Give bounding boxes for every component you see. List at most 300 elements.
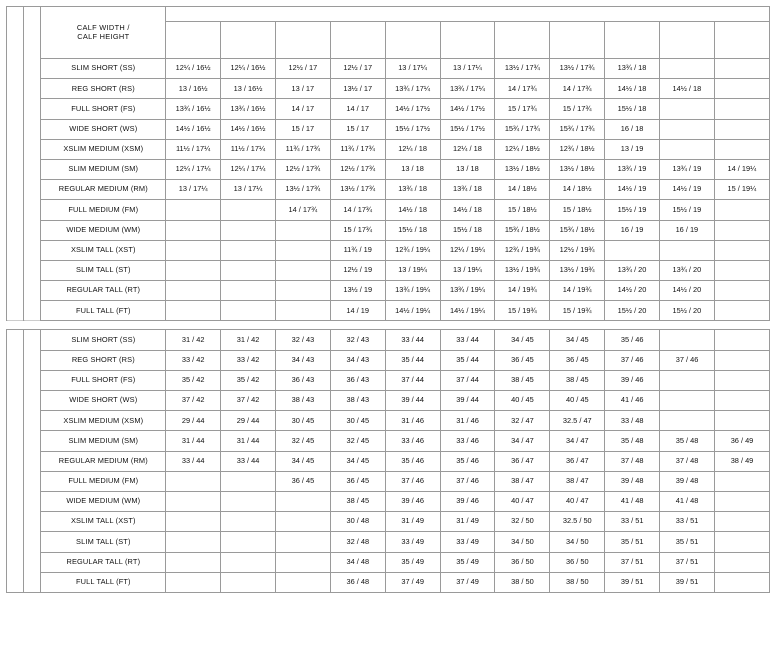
cm-cell-r2-c5: 35 / 44 xyxy=(385,350,440,370)
cm-cell-r7-c10: 37 / 48 xyxy=(660,451,715,471)
cm-cell-r6-c10: 35 / 48 xyxy=(660,431,715,451)
foot-size-header: FOOT SIZE xyxy=(166,7,770,22)
cell-r11-c8: 13½ / 19¾ xyxy=(550,260,605,280)
cell-r9-c1 xyxy=(166,220,221,240)
cell-r3-c3: 14 / 17 xyxy=(275,99,330,119)
cm-cell-r1-c7: 34 / 45 xyxy=(495,330,550,350)
size-uk: UK 6 xyxy=(514,34,531,44)
cm-cell-r12-c11 xyxy=(714,552,769,572)
cell-r7-c3: 13½ / 17¾ xyxy=(275,180,330,200)
cm-cell-r8-c8: 38 / 47 xyxy=(550,471,605,491)
table-row xyxy=(7,180,770,200)
cm-cell-r4-c2: 37 / 42 xyxy=(221,391,276,411)
cm-cell-r5-c11 xyxy=(714,411,769,431)
cm-cell-r2-c1: 33 / 42 xyxy=(166,350,221,370)
cm-cell-r6-c8: 34 / 47 xyxy=(550,431,605,451)
cm-cell-r4-c7: 40 / 45 xyxy=(495,391,550,411)
table-row xyxy=(7,220,770,240)
cell-r11-c3 xyxy=(275,260,330,280)
cm-cell-r3-c9: 39 / 46 xyxy=(605,370,660,390)
cell-r6-c3: 12½ / 17¾ xyxy=(275,159,330,179)
size-us: US 6 xyxy=(239,26,257,36)
cell-r9-c6: 15½ / 18 xyxy=(440,220,495,240)
cm-cell-r11-c7: 34 / 50 xyxy=(495,532,550,552)
cm-cell-r11-c9: 35 / 51 xyxy=(605,532,660,552)
cm-cell-r5-c6: 31 / 46 xyxy=(440,411,495,431)
cell-r13-c1 xyxy=(166,301,221,321)
cm-cell-r8-c6: 37 / 46 xyxy=(440,471,495,491)
row-label: REGULAR MEDIUM (RM) xyxy=(41,451,166,471)
size-uk: UK 5.5 xyxy=(456,34,479,44)
cell-r5-c2: 11½ / 17¼ xyxy=(221,139,276,159)
cm-cell-r1-c8: 34 / 45 xyxy=(550,330,605,350)
cm-cell-r8-c3: 36 / 45 xyxy=(275,471,330,491)
cm-cell-r9-c3 xyxy=(275,491,330,511)
cm-cell-r9-c5: 39 / 46 xyxy=(385,491,440,511)
size-uk: UK 7.5 xyxy=(675,34,699,44)
cell-r1-c5: 13 / 17¼ xyxy=(385,59,440,79)
cell-r6-c5: 13 / 18 xyxy=(385,159,440,179)
cell-r5-c7: 12¼ / 18½ xyxy=(495,139,550,159)
cell-r6-c11: 14 / 19¼ xyxy=(714,159,769,179)
cell-r1-c7: 13½ / 17¾ xyxy=(495,59,550,79)
cm-cell-r12-c4: 34 / 48 xyxy=(330,552,385,572)
cm-cell-r10-c6: 31 / 49 xyxy=(440,512,495,532)
table-row xyxy=(7,159,770,179)
cm-cell-r2-c4: 34 / 43 xyxy=(330,350,385,370)
cell-r5-c10 xyxy=(659,139,714,159)
cell-r3-c4: 14 / 17 xyxy=(330,99,385,119)
table-row xyxy=(7,350,770,370)
cell-r6-c1: 12¼ / 17¼ xyxy=(166,159,221,179)
size-uk: UK 7 xyxy=(623,34,641,44)
leg-size-label-inches: LEG SIZE xyxy=(7,7,24,321)
cell-r9-c5: 15½ / 18 xyxy=(385,220,440,240)
cell-r8-c7: 15 / 18½ xyxy=(495,200,550,220)
table-row xyxy=(7,330,770,350)
size-us: US 10 xyxy=(676,26,698,36)
size-uk: UK 8.5 xyxy=(730,34,754,44)
size-uk: UK 4.5 xyxy=(346,34,370,44)
cm-cell-r9-c6: 39 / 46 xyxy=(440,491,495,511)
cell-r10-c3 xyxy=(275,240,330,260)
cm-cell-r13-c10: 39 / 51 xyxy=(660,572,715,592)
cm-cell-r6-c2: 31 / 44 xyxy=(221,431,276,451)
calf-header-line1: CALF WIDTH / xyxy=(76,22,130,32)
size-euro: EURO 41.5 xyxy=(667,43,706,53)
cell-r2-c5: 13¾ / 17¼ xyxy=(385,79,440,99)
cell-r12-c10: 14½ / 20 xyxy=(659,281,714,301)
size-uk: UK 3 xyxy=(184,34,202,44)
cell-r9-c10: 16 / 19 xyxy=(659,220,714,240)
size-euro: EURO 38.5 xyxy=(448,43,487,53)
cm-cell-r12-c6: 35 / 49 xyxy=(440,552,495,572)
row-label: FULL TALL (FT) xyxy=(41,572,166,592)
cell-r13-c11 xyxy=(714,301,769,321)
cell-r1-c10 xyxy=(659,59,714,79)
cm-cell-r13-c2 xyxy=(221,572,276,592)
cm-cell-r3-c8: 38 / 45 xyxy=(550,370,605,390)
size-us: US 5.5 xyxy=(181,26,205,36)
row-label: XSLIM TALL (XST) xyxy=(41,512,166,532)
size-euro: EURO 37.5 xyxy=(338,43,377,53)
cm-cell-r8-c4: 36 / 45 xyxy=(330,471,385,491)
cell-r8-c2 xyxy=(221,200,276,220)
size-column-header-7 xyxy=(495,22,550,59)
cell-r3-c2: 13¾ / 16½ xyxy=(221,99,276,119)
cell-r6-c8: 13½ / 18½ xyxy=(550,159,605,179)
table-row xyxy=(7,301,770,321)
cm-cell-r2-c10: 37 / 46 xyxy=(660,350,715,370)
cm-cell-r3-c1: 35 / 42 xyxy=(166,370,221,390)
cm-cell-r3-c6: 37 / 44 xyxy=(440,370,495,390)
calf-header-line2: CALF HEIGHT xyxy=(77,31,130,41)
cell-r12-c4: 13½ / 19 xyxy=(330,281,385,301)
cell-r5-c6: 12¼ / 18 xyxy=(440,139,495,159)
size-euro: EURO 38 xyxy=(396,43,429,53)
size-uk: UK 4 xyxy=(294,34,312,44)
cm-cell-r7-c7: 36 / 47 xyxy=(495,451,550,471)
cm-cell-r3-c2: 35 / 42 xyxy=(221,370,276,390)
cell-r7-c8: 14 / 18½ xyxy=(550,180,605,200)
cell-r13-c4: 14 / 19 xyxy=(330,301,385,321)
cm-cell-r1-c5: 33 / 44 xyxy=(385,330,440,350)
cell-r6-c9: 13¾ / 19 xyxy=(605,159,660,179)
cell-r4-c2: 14½ / 16½ xyxy=(221,119,276,139)
cm-cell-r12-c7: 36 / 50 xyxy=(495,552,550,572)
cell-r10-c11 xyxy=(714,240,769,260)
table-row xyxy=(7,99,770,119)
cm-cell-r11-c3 xyxy=(275,532,330,552)
row-label: REGULAR TALL (RT) xyxy=(41,552,166,572)
cell-r4-c5: 15½ / 17½ xyxy=(385,119,440,139)
cell-r5-c11 xyxy=(714,139,769,159)
cm-cell-r9-c8: 40 / 47 xyxy=(550,491,605,511)
cm-cell-r4-c9: 41 / 46 xyxy=(605,391,660,411)
row-label: SLIM SHORT (SS) xyxy=(41,59,166,79)
row-label: FULL MEDIUM (FM) xyxy=(41,471,166,491)
cell-r1-c2: 12¼ / 16½ xyxy=(221,59,276,79)
cell-r8-c3: 14 / 17¾ xyxy=(275,200,330,220)
cm-cell-r13-c6: 37 / 49 xyxy=(440,572,495,592)
cm-cell-r11-c2 xyxy=(221,532,276,552)
cell-r13-c9: 15½ / 20 xyxy=(605,301,660,321)
size-column-header-3 xyxy=(275,22,330,59)
size-column-header-8 xyxy=(550,22,605,59)
cm-cell-r8-c5: 37 / 46 xyxy=(385,471,440,491)
row-label: REGULAR MEDIUM (RM) xyxy=(41,180,166,200)
cm-cell-r4-c4: 38 / 43 xyxy=(330,391,385,411)
cm-cell-r5-c5: 31 / 46 xyxy=(385,411,440,431)
cm-cell-r6-c1: 31 / 44 xyxy=(166,431,221,451)
cell-r12-c7: 14 / 19¾ xyxy=(495,281,550,301)
cell-r6-c10: 13¾ / 19 xyxy=(659,159,714,179)
cell-r9-c3 xyxy=(275,220,330,240)
cell-r12-c6: 13¾ / 19¼ xyxy=(440,281,495,301)
cm-cell-r7-c8: 36 / 47 xyxy=(550,451,605,471)
cell-r9-c9: 16 / 19 xyxy=(605,220,660,240)
cell-r6-c4: 12½ / 17¾ xyxy=(330,159,385,179)
cm-cell-r9-c2 xyxy=(221,491,276,511)
cell-r5-c5: 12¼ / 18 xyxy=(385,139,440,159)
cell-r3-c6: 14½ / 17½ xyxy=(440,99,495,119)
cm-cell-r11-c5: 33 / 49 xyxy=(385,532,440,552)
row-label: REG SHORT (RS) xyxy=(41,350,166,370)
cm-cell-r5-c2: 29 / 44 xyxy=(221,411,276,431)
cm-cell-r7-c9: 37 / 48 xyxy=(605,451,660,471)
cell-r10-c2 xyxy=(221,240,276,260)
size-uk: UK 6.5 xyxy=(565,34,589,44)
cm-cell-r11-c10: 35 / 51 xyxy=(660,532,715,552)
cm-cell-r7-c11: 38 / 49 xyxy=(714,451,769,471)
cell-r9-c4: 15 / 17¾ xyxy=(330,220,385,240)
cm-cell-r2-c3: 34 / 43 xyxy=(275,350,330,370)
cell-r7-c9: 14½ / 19 xyxy=(605,180,660,200)
size-column-header-6 xyxy=(440,22,495,59)
cell-r10-c6: 12¼ / 19¼ xyxy=(440,240,495,260)
cell-r10-c9 xyxy=(605,240,660,260)
cm-cell-r3-c7: 38 / 45 xyxy=(495,370,550,390)
size-uk: UK 3.5 xyxy=(236,34,260,44)
cell-r2-c4: 13½ / 17 xyxy=(330,79,385,99)
cell-r13-c8: 15 / 19¾ xyxy=(550,301,605,321)
cell-r2-c1: 13 / 16½ xyxy=(166,79,221,99)
cell-r10-c1 xyxy=(166,240,221,260)
cell-r13-c10: 15½ / 20 xyxy=(659,301,714,321)
row-label: WIDE SHORT (WS) xyxy=(41,119,166,139)
cm-cell-r6-c4: 32 / 45 xyxy=(330,431,385,451)
cell-r6-c2: 12¼ / 17¼ xyxy=(221,159,276,179)
cm-cell-r13-c7: 38 / 50 xyxy=(495,572,550,592)
cm-cell-r4-c5: 39 / 44 xyxy=(385,391,440,411)
row-label: WIDE MEDIUM (WM) xyxy=(41,491,166,511)
inches-table xyxy=(6,6,770,321)
cell-r7-c11: 15 / 19¼ xyxy=(714,180,769,200)
cell-r13-c7: 15 / 19¾ xyxy=(495,301,550,321)
cell-r10-c10 xyxy=(659,240,714,260)
size-euro: EURO 41 xyxy=(616,43,648,53)
cm-cell-r12-c1 xyxy=(166,552,221,572)
size-column-header-10 xyxy=(659,22,714,59)
cell-r8-c4: 14 / 17¾ xyxy=(330,200,385,220)
cell-r11-c1 xyxy=(166,260,221,280)
cm-cell-r11-c11 xyxy=(714,532,769,552)
table-row xyxy=(7,59,770,79)
cm-cell-r12-c8: 36 / 50 xyxy=(550,552,605,572)
cm-cell-r9-c10: 41 / 48 xyxy=(660,491,715,511)
row-label: REGULAR TALL (RT) xyxy=(41,281,166,301)
cell-r12-c2 xyxy=(221,281,276,301)
cm-cell-r9-c1 xyxy=(166,491,221,511)
table-row xyxy=(7,512,770,532)
cm-cell-r3-c5: 37 / 44 xyxy=(385,370,440,390)
cm-cell-r10-c2 xyxy=(221,512,276,532)
cell-r13-c3 xyxy=(275,301,330,321)
cm-cell-r13-c9: 39 / 51 xyxy=(605,572,660,592)
cell-r1-c4: 12½ / 17 xyxy=(330,59,385,79)
cell-r11-c7: 13½ / 19¾ xyxy=(495,260,550,280)
cm-cell-r8-c10: 39 / 48 xyxy=(660,471,715,491)
cell-r9-c8: 15¾ / 18½ xyxy=(550,220,605,240)
cell-r12-c11 xyxy=(714,281,769,301)
centimetres-table xyxy=(6,329,770,592)
row-label: XSLIM MEDIUM (XSM) xyxy=(41,411,166,431)
row-label: SLIM MEDIUM (SM) xyxy=(41,159,166,179)
cell-r7-c5: 13¾ / 18 xyxy=(385,180,440,200)
measurement-units-label-cm: MEASUREMENT IN CENTIMETRES xyxy=(24,330,41,592)
cell-r4-c8: 15¾ / 17¾ xyxy=(550,119,605,139)
cell-r8-c6: 14½ / 18 xyxy=(440,200,495,220)
measurement-units-label-inches: MEASUREMENT IN INCHES xyxy=(24,7,41,321)
table-row xyxy=(7,491,770,511)
size-uk: UK 5 xyxy=(404,34,421,44)
cm-cell-r7-c1: 33 / 44 xyxy=(166,451,221,471)
cell-r12-c8: 14 / 19¾ xyxy=(550,281,605,301)
cell-r1-c6: 13 / 17¼ xyxy=(440,59,495,79)
cm-cell-r5-c10 xyxy=(660,411,715,431)
cm-cell-r11-c8: 34 / 50 xyxy=(550,532,605,552)
cell-r1-c9: 13¾ / 18 xyxy=(605,59,660,79)
cm-cell-r10-c11 xyxy=(714,512,769,532)
size-euro: EURO 36 xyxy=(177,43,209,53)
row-label: FULL MEDIUM (FM) xyxy=(41,200,166,220)
cm-cell-r4-c3: 38 / 43 xyxy=(275,391,330,411)
cell-r11-c5: 13 / 19¼ xyxy=(385,260,440,280)
row-label: WIDE SHORT (WS) xyxy=(41,391,166,411)
cm-cell-r8-c2 xyxy=(221,471,276,491)
cm-cell-r5-c8: 32.5 / 47 xyxy=(550,411,605,431)
cell-r5-c8: 12¾ / 18½ xyxy=(550,139,605,159)
cm-cell-r2-c9: 37 / 46 xyxy=(605,350,660,370)
cm-cell-r11-c4: 32 / 48 xyxy=(330,532,385,552)
cell-r11-c6: 13 / 19¼ xyxy=(440,260,495,280)
cm-cell-r6-c9: 35 / 48 xyxy=(605,431,660,451)
cm-cell-r9-c11 xyxy=(714,491,769,511)
cell-r4-c3: 15 / 17 xyxy=(275,119,330,139)
cell-r11-c2 xyxy=(221,260,276,280)
cm-cell-r1-c9: 35 / 46 xyxy=(605,330,660,350)
cell-r3-c1: 13¾ / 16½ xyxy=(166,99,221,119)
cell-r7-c4: 13½ / 17¾ xyxy=(330,180,385,200)
cm-cell-r10-c5: 31 / 49 xyxy=(385,512,440,532)
cell-r2-c2: 13 / 16½ xyxy=(221,79,276,99)
table-row xyxy=(7,119,770,139)
cell-r5-c3: 11¾ / 17¾ xyxy=(275,139,330,159)
cell-r2-c9: 14½ / 18 xyxy=(605,79,660,99)
table-row xyxy=(7,139,770,159)
cm-cell-r8-c7: 38 / 47 xyxy=(495,471,550,491)
cell-r13-c2 xyxy=(221,301,276,321)
cm-cell-r11-c1 xyxy=(166,532,221,552)
cell-r6-c6: 13 / 18 xyxy=(440,159,495,179)
table-row xyxy=(7,260,770,280)
cell-r9-c2 xyxy=(221,220,276,240)
cm-cell-r4-c11 xyxy=(714,391,769,411)
size-us: US 9 xyxy=(568,26,586,36)
cm-cell-r6-c6: 33 / 46 xyxy=(440,431,495,451)
cell-r13-c6: 14½ / 19¼ xyxy=(440,301,495,321)
size-us: US 8 xyxy=(459,26,476,36)
cell-r6-c7: 13½ / 18½ xyxy=(495,159,550,179)
row-label: SLIM TALL (ST) xyxy=(41,260,166,280)
cm-cell-r10-c1 xyxy=(166,512,221,532)
size-column-header-5 xyxy=(385,22,440,59)
cell-r12-c9: 14½ / 20 xyxy=(605,281,660,301)
cm-cell-r1-c3: 32 / 43 xyxy=(275,330,330,350)
cm-cell-r8-c9: 39 / 48 xyxy=(605,471,660,491)
cell-r1-c3: 12½ / 17 xyxy=(275,59,330,79)
table-row xyxy=(7,240,770,260)
cm-cell-r12-c2 xyxy=(221,552,276,572)
cm-cell-r10-c8: 32.5 / 50 xyxy=(550,512,605,532)
cell-r2-c6: 13¾ / 17¼ xyxy=(440,79,495,99)
cell-r4-c1: 14½ / 16½ xyxy=(166,119,221,139)
cell-r2-c3: 13 / 17 xyxy=(275,79,330,99)
size-column-header-1 xyxy=(166,22,221,59)
cell-r8-c1 xyxy=(166,200,221,220)
cell-r4-c10 xyxy=(659,119,714,139)
cell-r11-c11 xyxy=(714,260,769,280)
cm-cell-r2-c11 xyxy=(714,350,769,370)
table-row xyxy=(7,451,770,471)
cell-r3-c10 xyxy=(659,99,714,119)
size-us: US 7 xyxy=(349,26,366,36)
cell-r11-c4: 12½ / 19 xyxy=(330,260,385,280)
cm-cell-r9-c4: 38 / 45 xyxy=(330,491,385,511)
cm-cell-r13-c11 xyxy=(714,572,769,592)
cell-r5-c4: 11¾ / 17¾ xyxy=(330,139,385,159)
cm-cell-r5-c3: 30 / 45 xyxy=(275,411,330,431)
size-column-header-11 xyxy=(714,22,769,59)
table-row xyxy=(7,370,770,390)
cm-cell-r6-c3: 32 / 45 xyxy=(275,431,330,451)
cm-cell-r10-c4: 30 / 48 xyxy=(330,512,385,532)
cell-r10-c7: 12¾ / 19¾ xyxy=(495,240,550,260)
cell-r4-c6: 15½ / 17½ xyxy=(440,119,495,139)
cell-r4-c7: 15¾ / 17¾ xyxy=(495,119,550,139)
size-euro: EURO 36.5 xyxy=(229,43,267,53)
table-row xyxy=(7,391,770,411)
size-column-header-2 xyxy=(221,22,276,59)
cell-r12-c1 xyxy=(166,281,221,301)
cm-cell-r3-c3: 36 / 43 xyxy=(275,370,330,390)
cm-cell-r4-c8: 40 / 45 xyxy=(550,391,605,411)
cm-cell-r1-c6: 33 / 44 xyxy=(440,330,495,350)
size-us: US 6.5 xyxy=(291,26,315,36)
row-label: SLIM TALL (ST) xyxy=(41,532,166,552)
cm-cell-r10-c3 xyxy=(275,512,330,532)
cm-cell-r1-c1: 31 / 42 xyxy=(166,330,221,350)
cell-r7-c2: 13 / 17¼ xyxy=(221,180,276,200)
cm-cell-r2-c8: 36 / 45 xyxy=(550,350,605,370)
size-us: US 11 xyxy=(731,26,752,36)
cm-cell-r1-c10 xyxy=(660,330,715,350)
size-euro: EURO 39 xyxy=(506,43,539,53)
size-euro: EURO 40 xyxy=(561,43,593,53)
cm-cell-r4-c6: 39 / 44 xyxy=(440,391,495,411)
cell-r7-c6: 13¾ / 18 xyxy=(440,180,495,200)
cm-cell-r1-c11 xyxy=(714,330,769,350)
size-column-header-9 xyxy=(605,22,660,59)
cm-cell-r2-c6: 35 / 44 xyxy=(440,350,495,370)
row-label: REG SHORT (RS) xyxy=(41,79,166,99)
cm-cell-r6-c11: 36 / 49 xyxy=(714,431,769,451)
cell-r2-c10: 14½ / 18 xyxy=(659,79,714,99)
row-label: XSLIM TALL (XST) xyxy=(41,240,166,260)
cell-r10-c4: 11¾ / 19 xyxy=(330,240,385,260)
cell-r7-c7: 14 / 18½ xyxy=(495,180,550,200)
cm-cell-r8-c1 xyxy=(166,471,221,491)
